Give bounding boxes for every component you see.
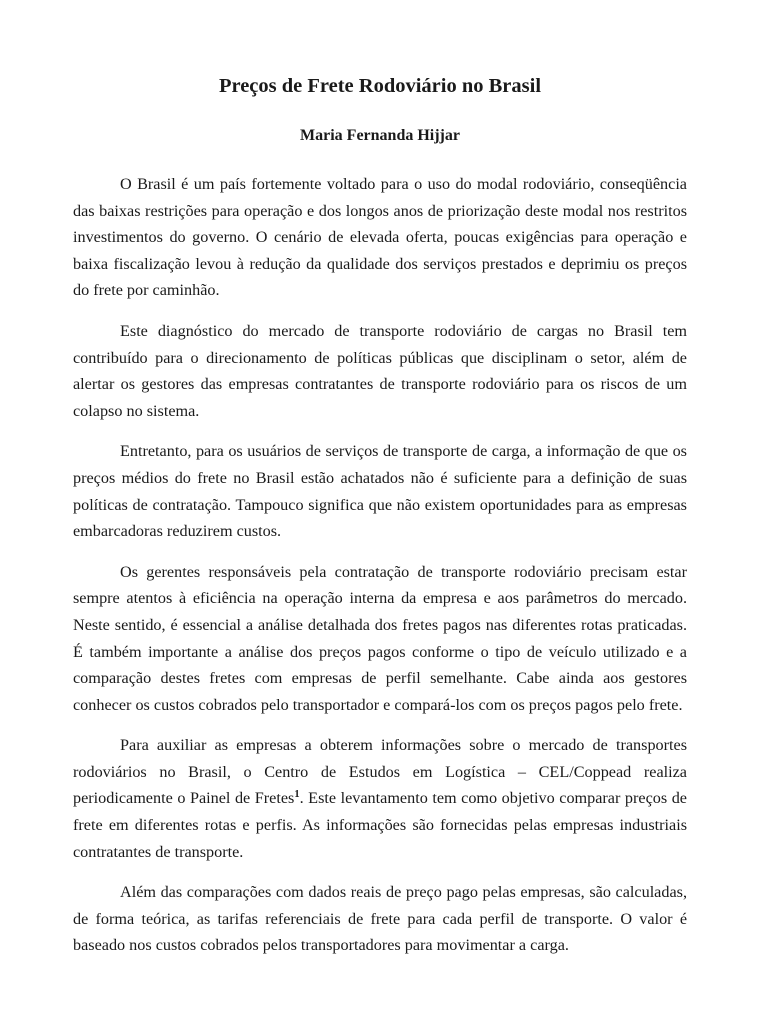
- footnote-marker[interactable]: 1: [294, 789, 300, 801]
- paragraph-1: O Brasil é um país fortemente voltado para o uso do modal rodoviário, conseqüência das baixas restrições para operação e dos longos anos de priorização deste modal nos restritos investimentos do governo. O cenário de elevada oferta, poucas exigências para operação e baixa fiscalização levou à redução da qualidade dos serviços prestados e deprimiu os preços do frete por caminhão.: [73, 175, 687, 300]
- document-page: [73, 0, 687, 973]
- paragraph-2: Este diagnóstico do mercado de transporte rodoviário de cargas no Brasil tem contribuído para o direcionamento de políticas públicas que disciplinam o setor, além de alertar os gestores das empresas contratantes de transporte rodoviário para os riscos de um colapso no sistema.: [73, 321, 687, 420]
- paragraph-3: Entretanto, para os usuários de serviços de transporte de carga, a informação de que os preços médios do frete no Brasil estão achatados não é suficiente para a definição de suas políticas de contratação. Tampouco significa que não existem oportunidades para as empresas embarcadoras reduzirem custos.: [73, 442, 687, 541]
- paragraph-6: Além das comparações com dados reais de preço pago pelas empresas, são calculadas, de forma teórica, as tarifas referenciais de frete para cada perfil de transporte. O valor é baseado nos custos cobrados pelos transportadores para movimentar a carga.: [73, 883, 687, 955]
- paragraph-5-text-after: . Este levantamento tem como objetivo comparar preços de frete em diferentes rotas e perfis. As informações são fornecidas pelas empresas industriais contratantes de transporte.: [73, 789, 687, 861]
- paragraph-4: Os gerentes responsáveis pela contratação de transporte rodoviário precisam estar sempre atentos à eficiência na operação interna da empresa e aos parâmetros do mercado. Neste sentido, é essencial a análise detalhada dos fretes pagos nas diferentes rotas praticadas. É também importante a análise dos preços pagos conforme o tipo de veículo utilizado e a comparação destes fretes com empresas de perfil semelhante. Cabe ainda aos gestores conhecer os custos cobrados pelo transportador e compará-los com os preços pagos pelo frete.: [73, 562, 687, 714]
- document-author: Maria Fernanda Hijjar: [300, 127, 460, 144]
- document-title: Preços de Frete Rodoviário no Brasil: [218, 75, 542, 97]
- document-body: [73, 171, 687, 959]
- paragraph-5: [73, 732, 687, 865]
- paragraph-5-text-before: Para auxiliar as empresas a obterem informações sobre o mercado de transportes rodoviários no Brasil, o Centro de Estudos em Logística – CEL/Coppead realiza periodicamente o Painel de Fretes: [73, 736, 687, 808]
